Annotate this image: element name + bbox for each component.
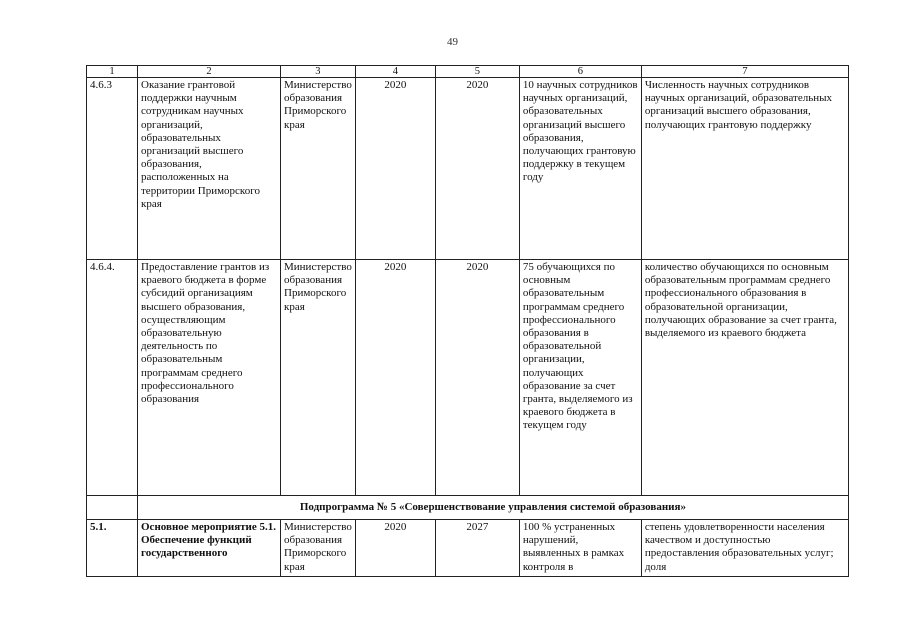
start-year: 2020: [355, 78, 435, 260]
table-row: [87, 520, 849, 577]
expected-result: 10 научных сотрудников научных организаций, образовательных организаций высшего образования, получающих грантовую поддержку в текущем году: [519, 78, 641, 260]
column-number-row: [87, 66, 849, 78]
executor: Министерство образования Приморского края: [281, 78, 356, 260]
column-header: 5: [435, 66, 519, 78]
column-header: 1: [87, 66, 138, 78]
empty-cell: [87, 496, 138, 520]
end-year: 2020: [435, 78, 519, 260]
row-number: 5.1.: [87, 520, 138, 577]
row-number: 4.6.4.: [87, 260, 138, 496]
subprogram-row: [87, 496, 849, 520]
row-number: 4.6.3: [87, 78, 138, 260]
column-header: 7: [641, 66, 848, 78]
indicator: степень удовлетворенности населения качеством и доступностью предоставления образовательных услуг; доля: [641, 520, 848, 577]
end-year: 2020: [435, 260, 519, 496]
executor: Министерство образования Приморского края: [281, 260, 356, 496]
expected-result: 100 % устраненных нарушений, выявленных в рамках контроля в: [519, 520, 641, 577]
column-header: 2: [138, 66, 281, 78]
start-year: 2020: [355, 520, 435, 577]
activity-name: Предоставление грантов из краевого бюджета в форме субсидий организациям высшего образования, осуществляющим образовательную деятельность по образовательным программам среднего профессионального образования: [138, 260, 281, 496]
column-header: 6: [519, 66, 641, 78]
subprogram-title: Подпрограмма № 5 «Совершенствование управления системой образования»: [138, 496, 849, 520]
indicator: количество обучающихся по основным образовательным программам среднего профессионального образования в образовательной организации, получающих образование за счет гранта, выделяемого из краевого бюджета: [641, 260, 848, 496]
activity-name: Основное мероприятие 5.1. Обеспечение функций государственного: [138, 520, 281, 577]
column-header: 4: [355, 66, 435, 78]
executor: Министерство образования Приморского края: [281, 520, 356, 577]
table-row: [87, 78, 849, 260]
column-header: 3: [281, 66, 356, 78]
end-year: 2027: [435, 520, 519, 577]
page-number: 49: [447, 36, 458, 48]
expected-result: 75 обучающихся по основным образовательным программам среднего профессионального образования в образовательной организации, получающих образование за счет гранта, выделяемого из краевого бюджета в текущем году: [519, 260, 641, 496]
activities-table: [86, 65, 849, 577]
indicator: Численность научных сотрудников научных организаций, образовательных организаций высшего образования, получающих грантовую поддержку: [641, 78, 848, 260]
activity-name: Оказание грантовой поддержки научным сотрудникам научных организаций, образовательных организаций высшего образования, расположенных на территории Приморского края: [138, 78, 281, 260]
table-row: [87, 260, 849, 496]
start-year: 2020: [355, 260, 435, 496]
